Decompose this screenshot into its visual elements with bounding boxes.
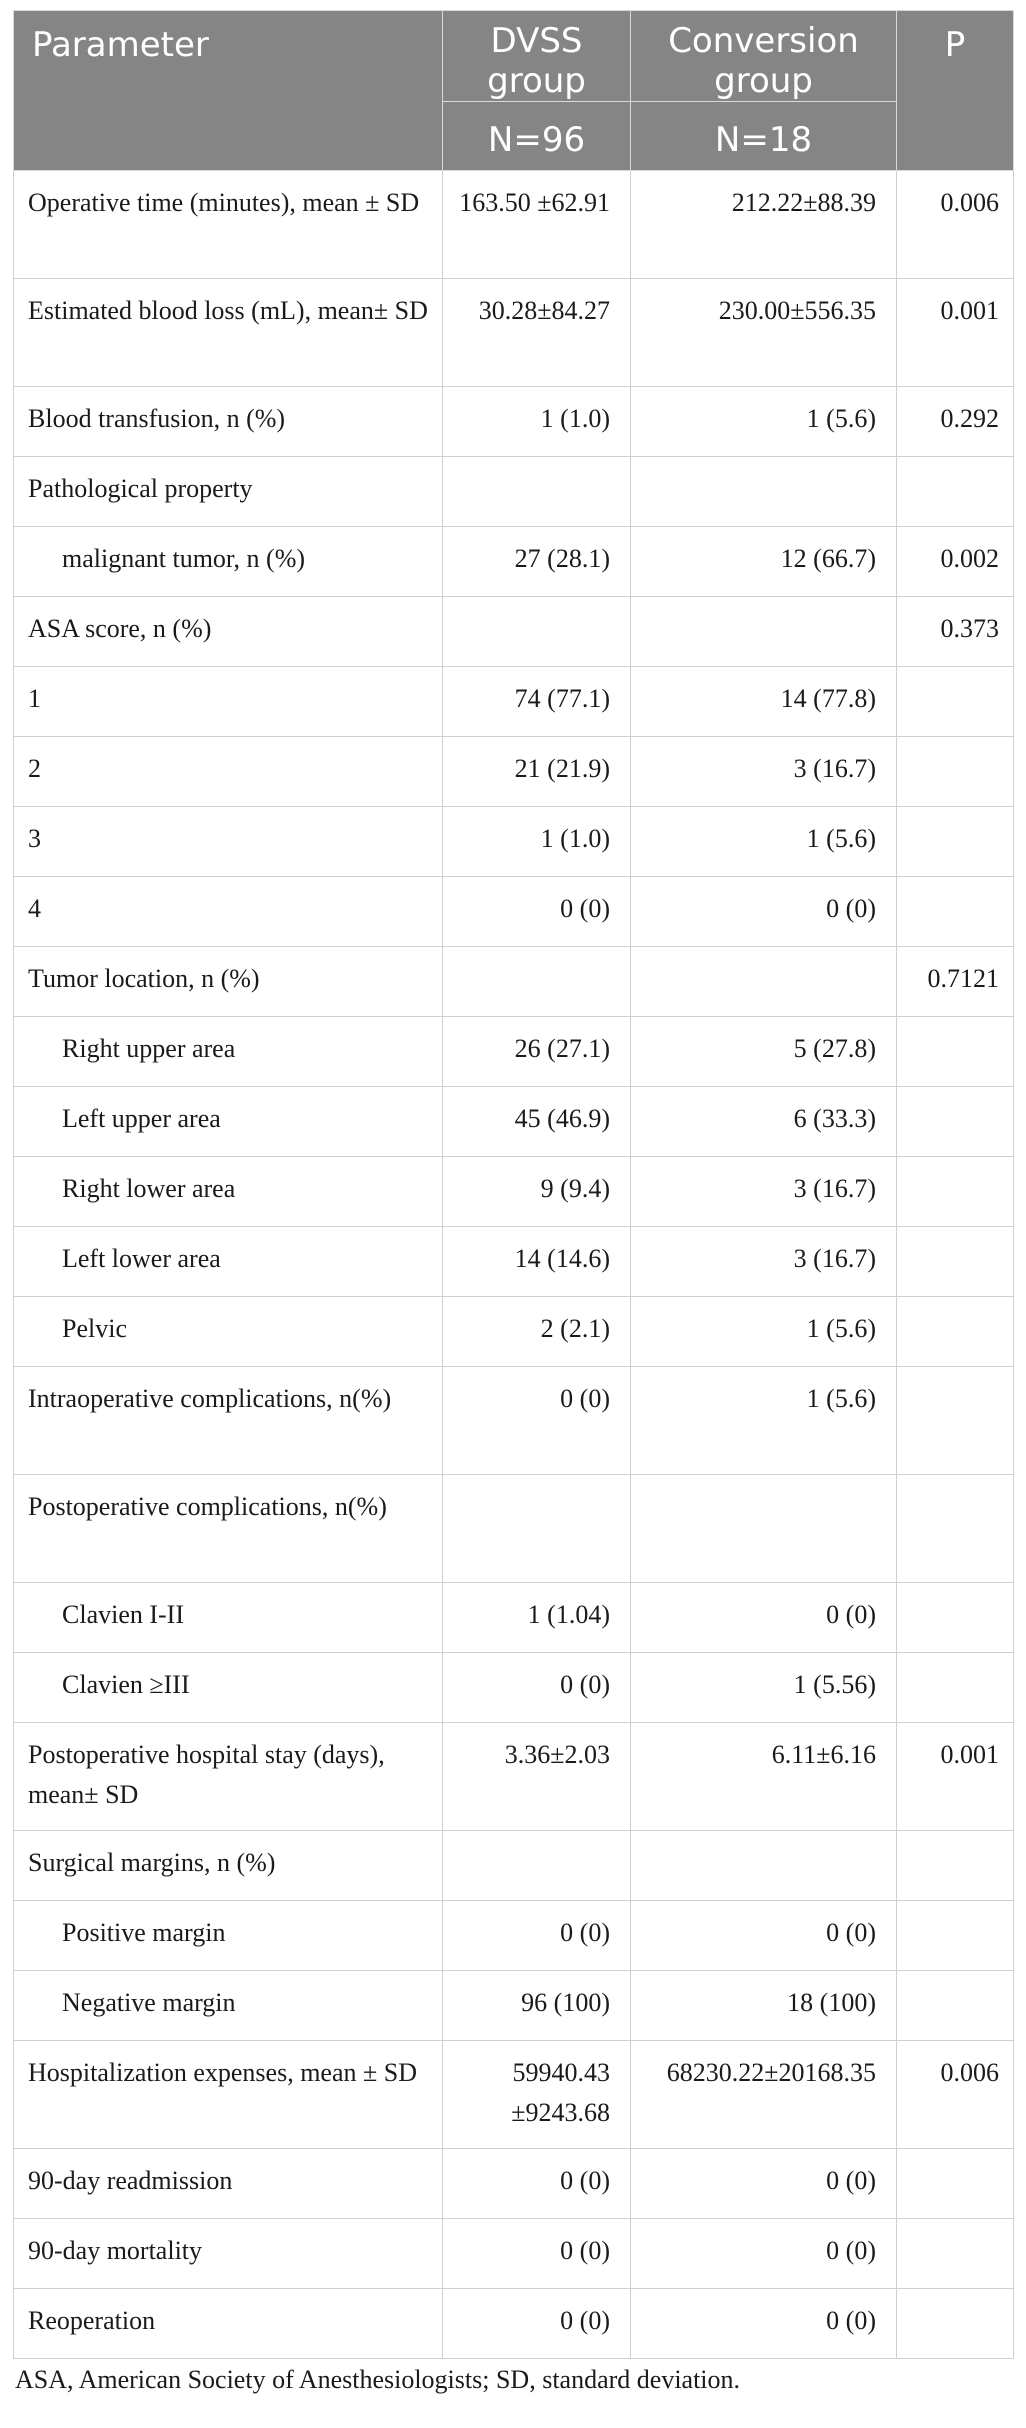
row-label: ASA score, n (%) bbox=[14, 597, 443, 667]
table-row bbox=[14, 1971, 1014, 2041]
table-row bbox=[14, 387, 1014, 457]
dvss-value: 59940.43 ±9243.68 bbox=[443, 2041, 631, 2149]
row-label: Reoperation bbox=[14, 2289, 443, 2359]
row-label: 4 bbox=[14, 877, 443, 947]
dvss-value: 1 (1.04) bbox=[443, 1583, 631, 1653]
p-value: 0.373 bbox=[897, 597, 1014, 667]
p-value bbox=[897, 1583, 1014, 1653]
p-value bbox=[897, 2149, 1014, 2219]
conversion-value: 212.22±88.39 bbox=[631, 171, 897, 279]
table-row bbox=[14, 457, 1014, 527]
conversion-value: 1 (5.6) bbox=[631, 1297, 897, 1367]
p-value bbox=[897, 737, 1014, 807]
table-row bbox=[14, 171, 1014, 279]
dvss-value: 163.50 ±62.91 bbox=[443, 171, 631, 279]
table-body bbox=[14, 171, 1014, 2359]
row-label: 90-day readmission bbox=[14, 2149, 443, 2219]
row-label: Clavien I-II bbox=[14, 1583, 443, 1653]
dvss-value: 1 (1.0) bbox=[443, 387, 631, 457]
dvss-value bbox=[443, 597, 631, 667]
conversion-value: 0 (0) bbox=[631, 2149, 897, 2219]
row-label: Postoperative complications, n(%) bbox=[14, 1475, 443, 1583]
conversion-value: 18 (100) bbox=[631, 1971, 897, 2041]
row-label: Negative margin bbox=[14, 1971, 443, 2041]
p-value: 0.001 bbox=[897, 279, 1014, 387]
table-row bbox=[14, 597, 1014, 667]
p-value bbox=[897, 1971, 1014, 2041]
p-value bbox=[897, 1901, 1014, 1971]
table-row bbox=[14, 1583, 1014, 1653]
dvss-value: 26 (27.1) bbox=[443, 1017, 631, 1087]
dvss-value: 30.28±84.27 bbox=[443, 279, 631, 387]
p-value: 0.006 bbox=[897, 171, 1014, 279]
results-table bbox=[13, 10, 1014, 2359]
p-value bbox=[897, 667, 1014, 737]
dvss-value: 21 (21.9) bbox=[443, 737, 631, 807]
table-container bbox=[13, 10, 1013, 2395]
conversion-value: 1 (5.56) bbox=[631, 1653, 897, 1723]
dvss-value bbox=[443, 947, 631, 1017]
row-label: Hospitalization expenses, mean ± SD bbox=[14, 2041, 443, 2149]
table-row bbox=[14, 1653, 1014, 1723]
dvss-value: 27 (28.1) bbox=[443, 527, 631, 597]
header-conversion-group: Conversion group bbox=[631, 11, 897, 102]
conversion-value: 3 (16.7) bbox=[631, 1157, 897, 1227]
row-label: 2 bbox=[14, 737, 443, 807]
dvss-value bbox=[443, 457, 631, 527]
dvss-value: 9 (9.4) bbox=[443, 1157, 631, 1227]
table-row bbox=[14, 1157, 1014, 1227]
dvss-value bbox=[443, 1475, 631, 1583]
row-label: Pathological property bbox=[14, 457, 443, 527]
table-row bbox=[14, 1227, 1014, 1297]
conversion-value: 12 (66.7) bbox=[631, 527, 897, 597]
table-row bbox=[14, 877, 1014, 947]
row-label: Left upper area bbox=[14, 1087, 443, 1157]
conversion-value: 3 (16.7) bbox=[631, 1227, 897, 1297]
conversion-value: 0 (0) bbox=[631, 1901, 897, 1971]
row-label: Postoperative hospital stay (days), mean± SD bbox=[14, 1723, 443, 1831]
conversion-value bbox=[631, 457, 897, 527]
row-label: Blood transfusion, n (%) bbox=[14, 387, 443, 457]
p-value bbox=[897, 2289, 1014, 2359]
row-label: 1 bbox=[14, 667, 443, 737]
conversion-value bbox=[631, 947, 897, 1017]
dvss-value bbox=[443, 1831, 631, 1901]
conversion-value: 230.00±556.35 bbox=[631, 279, 897, 387]
conversion-value: 3 (16.7) bbox=[631, 737, 897, 807]
table-header bbox=[14, 11, 1014, 171]
table-row bbox=[14, 2219, 1014, 2289]
p-value: 0.292 bbox=[897, 387, 1014, 457]
header-dvss-n: N=96 bbox=[443, 102, 631, 171]
p-value bbox=[897, 1157, 1014, 1227]
row-label: Surgical margins, n (%) bbox=[14, 1831, 443, 1901]
p-value bbox=[897, 877, 1014, 947]
table-row bbox=[14, 1901, 1014, 1971]
table-row bbox=[14, 1367, 1014, 1475]
conversion-value: 1 (5.6) bbox=[631, 1367, 897, 1475]
conversion-value: 68230.22±20168.35 bbox=[631, 2041, 897, 2149]
header-dvss-group: DVSS group bbox=[443, 11, 631, 102]
conversion-value: 0 (0) bbox=[631, 2289, 897, 2359]
row-label: Clavien ≥III bbox=[14, 1653, 443, 1723]
dvss-value: 0 (0) bbox=[443, 1367, 631, 1475]
p-value bbox=[897, 1297, 1014, 1367]
table-row bbox=[14, 807, 1014, 877]
dvss-value: 14 (14.6) bbox=[443, 1227, 631, 1297]
row-label: Pelvic bbox=[14, 1297, 443, 1367]
p-value bbox=[897, 457, 1014, 527]
p-value bbox=[897, 1227, 1014, 1297]
conversion-value: 1 (5.6) bbox=[631, 387, 897, 457]
row-label: Estimated blood loss (mL), mean± SD bbox=[14, 279, 443, 387]
table-row bbox=[14, 279, 1014, 387]
table-row bbox=[14, 2041, 1014, 2149]
dvss-value: 1 (1.0) bbox=[443, 807, 631, 877]
p-value bbox=[897, 1087, 1014, 1157]
p-value bbox=[897, 807, 1014, 877]
table-row bbox=[14, 527, 1014, 597]
dvss-value: 0 (0) bbox=[443, 1653, 631, 1723]
header-parameter: Parameter bbox=[14, 11, 443, 171]
row-label: Right lower area bbox=[14, 1157, 443, 1227]
dvss-value: 0 (0) bbox=[443, 2149, 631, 2219]
dvss-value: 2 (2.1) bbox=[443, 1297, 631, 1367]
conversion-value: 1 (5.6) bbox=[631, 807, 897, 877]
table-row bbox=[14, 737, 1014, 807]
p-value bbox=[897, 1475, 1014, 1583]
row-label: Positive margin bbox=[14, 1901, 443, 1971]
dvss-value: 74 (77.1) bbox=[443, 667, 631, 737]
p-value bbox=[897, 1653, 1014, 1723]
dvss-value: 0 (0) bbox=[443, 2289, 631, 2359]
header-p-value: P bbox=[897, 11, 1014, 171]
table-row bbox=[14, 2149, 1014, 2219]
conversion-value bbox=[631, 597, 897, 667]
conversion-value bbox=[631, 1475, 897, 1583]
dvss-value: 0 (0) bbox=[443, 1901, 631, 1971]
row-label: 90-day mortality bbox=[14, 2219, 443, 2289]
table-row bbox=[14, 947, 1014, 1017]
table-row bbox=[14, 667, 1014, 737]
row-label: Left lower area bbox=[14, 1227, 443, 1297]
p-value bbox=[897, 2219, 1014, 2289]
dvss-value: 45 (46.9) bbox=[443, 1087, 631, 1157]
table-row bbox=[14, 1723, 1014, 1831]
dvss-value: 96 (100) bbox=[443, 1971, 631, 2041]
conversion-value: 5 (27.8) bbox=[631, 1017, 897, 1087]
p-value bbox=[897, 1831, 1014, 1901]
conversion-value: 6 (33.3) bbox=[631, 1087, 897, 1157]
row-label: Tumor location, n (%) bbox=[14, 947, 443, 1017]
row-label: Right upper area bbox=[14, 1017, 443, 1087]
conversion-value: 0 (0) bbox=[631, 877, 897, 947]
table-row bbox=[14, 1017, 1014, 1087]
row-label: Intraoperative complications, n(%) bbox=[14, 1367, 443, 1475]
conversion-value: 0 (0) bbox=[631, 1583, 897, 1653]
row-label: malignant tumor, n (%) bbox=[14, 527, 443, 597]
table-row bbox=[14, 2289, 1014, 2359]
conversion-value: 0 (0) bbox=[631, 2219, 897, 2289]
p-value: 0.001 bbox=[897, 1723, 1014, 1831]
p-value: 0.006 bbox=[897, 2041, 1014, 2149]
table-row bbox=[14, 1297, 1014, 1367]
dvss-value: 0 (0) bbox=[443, 2219, 631, 2289]
p-value: 0.7121 bbox=[897, 947, 1014, 1017]
p-value: 0.002 bbox=[897, 527, 1014, 597]
table-row bbox=[14, 1831, 1014, 1901]
table-footnote: ASA, American Society of Anesthesiologists; SD, standard deviation. bbox=[15, 2365, 741, 2394]
p-value bbox=[897, 1017, 1014, 1087]
p-value bbox=[897, 1367, 1014, 1475]
header-conversion-n: N=18 bbox=[631, 102, 897, 171]
table-row bbox=[14, 1087, 1014, 1157]
dvss-value: 0 (0) bbox=[443, 877, 631, 947]
conversion-value: 14 (77.8) bbox=[631, 667, 897, 737]
row-label: Operative time (minutes), mean ± SD bbox=[14, 171, 443, 279]
row-label: 3 bbox=[14, 807, 443, 877]
conversion-value: 6.11±6.16 bbox=[631, 1723, 897, 1831]
table-row bbox=[14, 1475, 1014, 1583]
dvss-value: 3.36±2.03 bbox=[443, 1723, 631, 1831]
conversion-value bbox=[631, 1831, 897, 1901]
